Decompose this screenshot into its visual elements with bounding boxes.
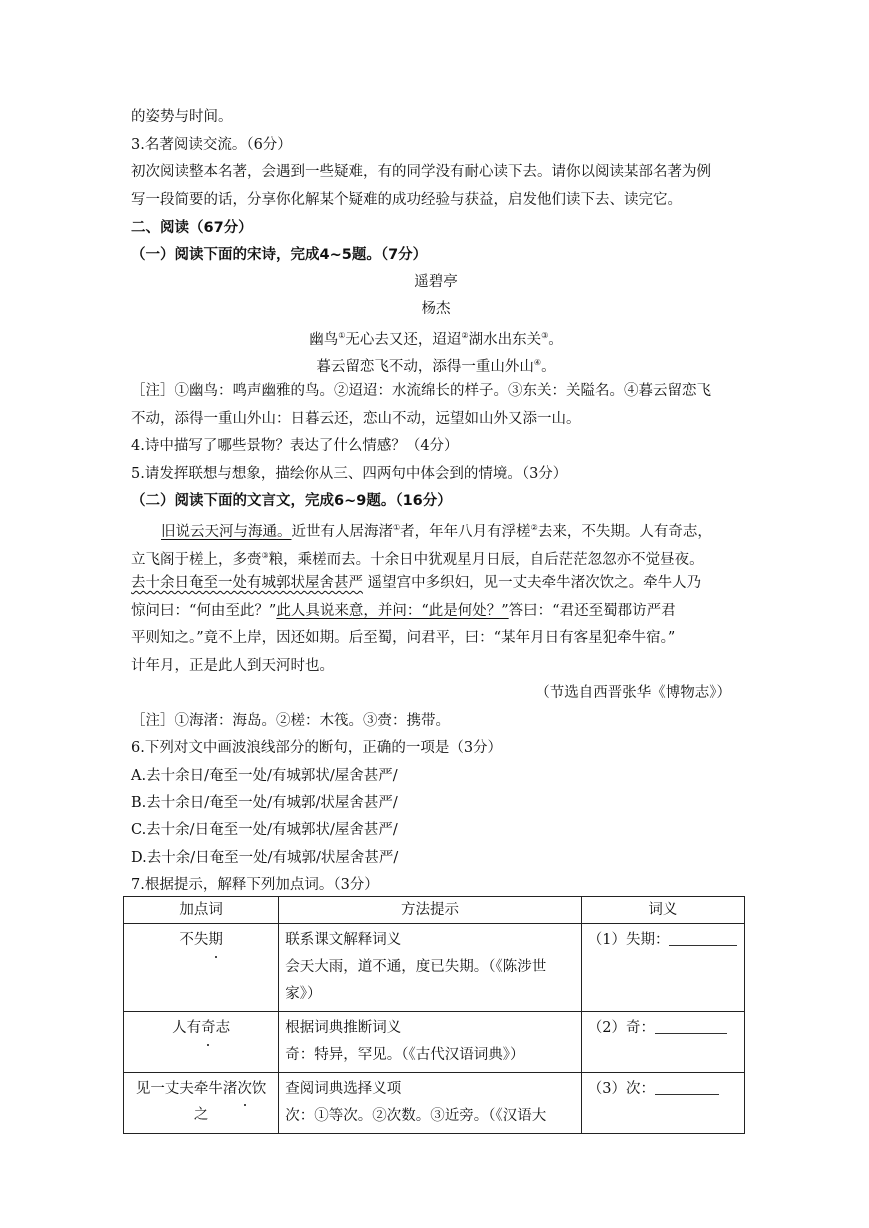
method-cell: 根据词典推断词义 奇：特异，罕见。（《古代汉语词典》）: [279, 1012, 581, 1073]
answer-blank-2[interactable]: [655, 1019, 727, 1034]
answer-blank-1[interactable]: [669, 931, 737, 946]
meaning-cell: （3）次：: [581, 1073, 744, 1134]
q3-body-line-2: 写一段简要的话，分享你化解某个疑难的成功经验与获益，启发他们读下去、读完它。: [131, 192, 682, 208]
passage-line-3: 去十余日奄至一处有城郭状屋舍甚严 遥望宫中多织妇，见一丈夫牵牛渚次饮之。牵牛人乃: [131, 575, 702, 591]
meaning-cell: （2）奇：: [581, 1012, 744, 1073]
q6-title: 6.下列对文中画波浪线部分的断句，正确的一项是（3分）: [131, 740, 503, 756]
passage-source: （节选自西晋张华《博物志》）: [535, 685, 731, 701]
continuation-line: 的姿势与时间。: [131, 109, 233, 125]
q4: 4.诗中描写了哪些景物？表达了什么情感？（4分）: [131, 438, 459, 454]
table-header-row: [124, 897, 745, 924]
part1-heading: （一）阅读下面的宋诗，完成4~5题。（7分）: [131, 247, 428, 263]
dotted-word: 不失期: [179, 932, 223, 948]
part2-heading: （二）阅读下面的文言文，完成6~9题。（16分）: [131, 493, 452, 509]
emphasis-dot-char: 次: [237, 1076, 252, 1102]
table-row: [124, 1012, 745, 1073]
method-cell: 联系课文解释词义 会天大雨，道不通，度已失期。（《陈涉世 家》）: [279, 924, 581, 1012]
underlined-sentence-1: 旧说云天河与海通。: [161, 524, 292, 540]
header-word: 加点词: [124, 897, 279, 924]
q6-option-b: B.去十余日/奄至一处/有城郭/状屋舍甚严/: [131, 795, 398, 811]
gloss-table: [123, 896, 745, 1134]
answer-blank-3[interactable]: [655, 1080, 719, 1095]
q6-option-a: A.去十余日/奄至一处/有城郭状/屋舍甚严/: [131, 768, 398, 784]
passage-note: ［注］①海渚：海岛。②槎：木筏。③赍：携带。: [131, 713, 450, 729]
dotted-word-cell: [124, 1012, 279, 1073]
dotted-word: 见一丈夫牵牛渚次饮之: [136, 1081, 267, 1123]
dotted-word-cell: [124, 1073, 279, 1134]
emphasis-dot-char: 期: [208, 927, 223, 954]
poem-line-2: 暮云留恋飞不动，添得一重山外山④。: [316, 358, 556, 375]
q5: 5.请发挥联想与想象，描绘你从三、四两句中体会到的情境。（3分）: [131, 466, 568, 482]
poem-note-line-2: 不动，添得一重山外山：日暮云还，恋山不动，远望如山外又添一山。: [131, 411, 581, 427]
underlined-sentence-2: 此人具说来意，并问：“此是何处？”: [276, 603, 509, 619]
poem-title: 遥碧亭: [414, 274, 458, 290]
table-row: [124, 924, 745, 1012]
table-row: [124, 1073, 745, 1134]
header-meaning: 词义: [581, 897, 744, 924]
q7-title: 7.根据提示，解释下列加点词。（3分）: [131, 877, 379, 893]
emphasis-dot-char: 奇: [201, 1015, 216, 1042]
passage-line-5: 平则知之。”竟不上岸，因还如期。后至蜀，问君平，曰：“某年月日有客星犯牵牛宿。”: [131, 630, 676, 646]
dotted-word-cell: [124, 924, 279, 1012]
passage-line-4: 惊问曰：“何由至此？”此人具说来意，并问：“此是何处？”答曰：“君还至蜀郡访严君: [131, 603, 676, 619]
poem-note-line-1: ［注］①幽鸟：鸣声幽雅的鸟。②迢迢：水流绵长的样子。③东关：关隘名。④暮云留恋飞: [131, 383, 711, 399]
passage-line-1: 旧说云天河与海通。近世有人居海渚①者，年年八月有浮槎②去来，不失期。人有奇志，: [161, 523, 712, 540]
q6-option-c: C.去十余/日奄至一处/有城郭状/屋舍甚严/: [131, 822, 398, 838]
passage-line-6: 计年月，正是此人到天河时也。: [131, 658, 334, 674]
method-cell: 查阅词典选择义项 次：①等次。②次数。③近旁。（《汉语大: [279, 1073, 581, 1134]
q3-body-line-1: 初次阅读整本名著，会遇到一些疑难，有的同学没有耐心读下去。请你以阅读某部名著为例: [131, 164, 711, 180]
poem-line-1: 幽鸟①无心去又还，迢迢②湖水出东关③。: [309, 331, 563, 348]
q6-option-d: D.去十余/日奄至一处/有城郭/状屋舍甚严/: [131, 850, 399, 866]
dotted-word: 人有奇志: [172, 1020, 230, 1036]
meaning-cell: （1）失期：: [581, 924, 744, 1012]
passage-line-2: 立飞阁于槎上，多赍③粮，乘槎而去。十余日中犹观星月日辰，自后茫茫忽忽亦不觉昼夜。: [131, 551, 704, 568]
wavy-underlined-sentence: 去十余日奄至一处有城郭状屋舍甚严: [131, 575, 363, 591]
q3-title: 3.名著阅读交流。（6分）: [131, 137, 292, 153]
section-heading: 二、阅读（67分）: [131, 220, 253, 236]
poem-author: 杨杰: [421, 301, 451, 317]
header-method: 方法提示: [279, 897, 581, 924]
